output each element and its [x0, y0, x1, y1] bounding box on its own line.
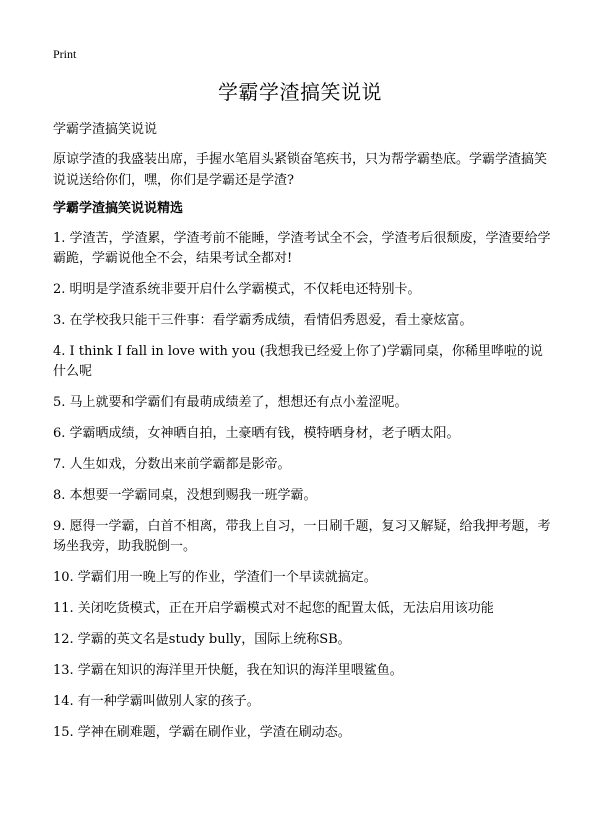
list-item: 10. 学霸们用一晚上写的作业，学渣们一个早读就搞定。	[53, 570, 377, 585]
section-heading: 学霸学渣搞笑说说精选	[53, 201, 184, 216]
list-item: 6. 学霸晒成绩，女神晒自拍，土豪晒有钱，模特晒身材，老子晒太阳。	[53, 426, 460, 441]
list-item: 12. 学霸的英文名是study bully，国际上统称SB。	[53, 632, 351, 647]
list-item: 3. 在学校我只能干三件事：看学霸秀成绩，看情侣秀恩爱，看土豪炫富。	[53, 313, 473, 328]
list-item: 5. 马上就要和学霸们有最萌成绩差了，想想还有点小羞涩呢。	[53, 395, 408, 410]
list-item: 13. 学霸在知识的海洋里开快艇，我在知识的海洋里喂鲨鱼。	[53, 663, 403, 678]
list-item: 1. 学渣苦，学渣累，学渣考前不能睡，学渣考试全不会，学渣考后很颓废，学渣要给学霸跪，学霸说他全不会，结果考试全都对!	[53, 231, 551, 266]
subtitle: 学霸学渣搞笑说说	[53, 122, 158, 137]
list-item: 9. 愿得一学霸，白首不相离，带我上自习，一日刷千题，复习又解疑，给我押考题，考场坐我旁，助我脱倒一。	[53, 519, 551, 554]
list-item: 7. 人生如戏，分数出来前学霸都是影帝。	[53, 457, 291, 472]
list-item: 8. 本想要一学霸同桌，没想到赐我一班学霸。	[53, 488, 317, 503]
joke-list	[53, 229, 553, 754]
list-item: 4. I think I fall in love with you (我想我已经爱上你了)学霸同桌，你稀里哗啦的说什么呢	[53, 344, 543, 379]
list-item: 2. 明明是学渣系统非要开启什么学霸模式，不仅耗电还特别卡。	[53, 282, 421, 297]
list-item: 14. 有一种学霸叫做别人家的孩子。	[53, 694, 260, 709]
list-item: 11. 关闭吃货模式，正在开启学霸模式对不起您的配置太低，无法启用该功能	[53, 601, 494, 616]
list-item: 15. 学神在刷难题，学霸在刷作业，学渣在刷动态。	[53, 725, 351, 740]
intro-paragraph: 原谅学渣的我盛装出席，手握水笔眉头紧锁奋笔疾书，只为帮学霸垫底。学霸学渣搞笑说说送给你们，嘿，你们是学霸还是学渣?	[53, 152, 548, 188]
page-title: 学霸学渣搞笑说说	[218, 80, 382, 104]
print-link[interactable]: Print	[53, 47, 77, 61]
